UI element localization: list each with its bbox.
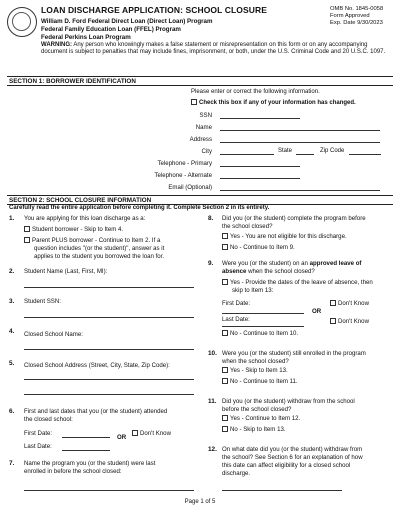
q1-number: 1. — [9, 215, 15, 222]
q9-dont-know-label-1: Don't Know — [338, 300, 369, 307]
q9-text — [222, 260, 392, 267]
q10-number: 10. — [208, 350, 217, 357]
q9-yes-label-1: Yes - Provide the dates of the leave of absence, then — [230, 279, 373, 286]
q3-number: 3. — [9, 298, 15, 305]
page-number: Page 1 of 5 — [184, 499, 216, 505]
expiration-date: Exp. Date 9/30/2023 — [330, 20, 383, 27]
q2-text: Student Name (Last, First, MI): — [24, 268, 108, 275]
q6-dont-know-label: Don't Know — [140, 430, 171, 437]
q7-number: 7. — [9, 460, 15, 467]
program-line-3: Federal Perkins Loan Program — [41, 34, 131, 41]
name-field[interactable] — [220, 130, 380, 131]
q9-yes-checkbox[interactable] — [222, 279, 228, 285]
q1-option-parent[interactable] — [24, 237, 160, 244]
q2-number: 2. — [9, 268, 15, 275]
q10-text-2: when the school closed? — [222, 358, 289, 365]
q7-field[interactable] — [24, 490, 194, 491]
section-2-instruction: Carefully read the entire application before completing it. Complete Section 2 in its entirety. — [9, 205, 270, 211]
q12-text-2: the school? See Section 6 for an explanation of how — [222, 454, 363, 461]
q6-text-1: First and last dates that you (or the student) attended — [24, 408, 168, 415]
ssn-label: SSN — [199, 112, 212, 119]
warning-label: WARNING: — [41, 42, 72, 48]
q9-dont-know-row-1[interactable] — [330, 300, 369, 307]
state-label: State — [278, 148, 293, 154]
q8-yes-checkbox[interactable] — [222, 233, 228, 239]
q4-number: 4. — [9, 328, 15, 335]
q10-yes-checkbox[interactable] — [222, 367, 228, 373]
q11-text-1: Did you (or the student) withdraw from the school — [222, 398, 355, 405]
q9-last-label: Last Date: — [222, 316, 250, 323]
q8-text-2: the school closed? — [222, 223, 273, 230]
q11-yes-row[interactable] — [222, 415, 300, 422]
q2-field[interactable] — [24, 287, 194, 288]
q8-yes-label: Yes - You are not eligible for this discharge. — [230, 233, 347, 240]
state-field[interactable] — [296, 154, 314, 155]
q4-text: Closed School Name: — [24, 331, 83, 338]
q1-text: You are applying for this loan discharge as a: — [24, 215, 146, 222]
q10-text-1: Were you (or the student) still enrolled in the program — [222, 350, 366, 357]
name-label: Name — [195, 124, 212, 131]
q10-yes-label: Yes - Skip to Item 13. — [230, 367, 288, 374]
q10-no-row[interactable] — [222, 378, 298, 385]
q6-dont-know-row[interactable] — [132, 430, 171, 437]
q1-option-student[interactable] — [24, 226, 123, 233]
omb-info — [330, 6, 383, 28]
q9-no-checkbox[interactable] — [222, 330, 228, 336]
q11-yes-checkbox[interactable] — [222, 415, 228, 421]
q1-parent-label-1: Parent PLUS borrower - Continue to Item 2. If a — [32, 237, 161, 244]
q10-no-label: No - Continue to Item 11. — [230, 378, 298, 385]
form-approved: Form Approved — [330, 13, 370, 20]
section-2-header: SECTION 2: SCHOOL CLOSURE INFORMATION — [7, 195, 393, 205]
q5-field-2[interactable] — [24, 394, 194, 395]
address-field[interactable] — [220, 142, 380, 143]
q1-student-checkbox[interactable] — [24, 226, 30, 232]
q8-yes-row[interactable] — [222, 233, 347, 240]
info-changed-checkbox[interactable] — [191, 99, 197, 105]
q9-text-line-2 — [222, 268, 315, 275]
q10-yes-row[interactable] — [222, 367, 288, 374]
q6-dont-know-checkbox[interactable] — [132, 430, 138, 436]
q9-last-date-field[interactable] — [222, 326, 304, 327]
tel-alternate-field[interactable] — [220, 178, 300, 179]
q11-text-2: before the school closed? — [222, 406, 292, 413]
q12-field[interactable] — [222, 490, 342, 491]
q9-no-label: No - Continue to Item 10. — [230, 330, 299, 337]
address-label: Address — [189, 136, 212, 143]
omb-number: OMB No. 1845-0058 — [330, 6, 384, 12]
q7-text-1: Name the program you (or the student) were last — [24, 460, 156, 467]
tel-primary-field[interactable] — [220, 166, 300, 167]
q6-or: OR — [117, 434, 127, 441]
department-seal — [7, 7, 37, 37]
program-line-1: William D. Ford Federal Direct Loan (Direct Loan) Program — [41, 18, 213, 25]
zip-label: Zip Code — [320, 148, 345, 154]
city-field[interactable] — [220, 154, 274, 155]
q1-parent-label-2: question includes "(or the student)", answer as it — [34, 245, 165, 252]
q9-dont-know-checkbox-1[interactable] — [330, 300, 336, 306]
q9-first-label: First Date: — [222, 300, 251, 307]
q12-number: 12. — [208, 446, 217, 453]
q9-or: OR — [312, 308, 322, 315]
q8-no-checkbox[interactable] — [222, 244, 228, 250]
q9-no-row[interactable] — [222, 330, 298, 337]
q6-last-date-field[interactable] — [62, 450, 110, 451]
q4-field[interactable] — [24, 349, 194, 350]
zip-field[interactable] — [349, 154, 381, 155]
q6-text-2: the closed school: — [24, 416, 73, 423]
q9-first-date-field[interactable] — [222, 313, 304, 314]
program-line-2: Federal Family Education Loan (FFEL) Program — [41, 26, 181, 33]
email-field[interactable] — [220, 190, 380, 191]
q3-text: Student SSN: — [24, 298, 61, 305]
q9-text-post: when the school closed? — [246, 268, 315, 275]
email-label: Email (Optional) — [168, 184, 212, 191]
q8-number: 8. — [208, 215, 214, 222]
q11-yes-label: Yes - Continue to Item 12. — [230, 415, 301, 422]
q9-dont-know-label-2: Don't Know — [338, 318, 369, 325]
q12-text-4: discharge. — [222, 470, 251, 477]
q5-text: Closed School Address (Street, City, State, Zip Code): — [24, 362, 170, 369]
info-changed-label: Check this box if any of your information has changed. — [199, 100, 356, 106]
q6-first-date-field[interactable] — [62, 437, 110, 438]
warning-body: Any person who knowingly makes a false statement or misrepresentation on this form or on any accompanying document is subject to penalties that may include fines, imprisonment, or both, under the U.S. Criminal Code and 20 U.S.C. 1097. — [41, 42, 386, 56]
q9-text-bold: approved leave of — [309, 260, 362, 267]
q6-last-label: Last Date: — [24, 443, 52, 450]
ssn-field[interactable] — [220, 118, 300, 119]
q12-text-1: On what date did you (or the student) withdraw from — [222, 446, 363, 453]
q5-field-1[interactable] — [24, 379, 194, 380]
q11-no-checkbox[interactable] — [222, 426, 228, 432]
q11-number: 11. — [208, 398, 217, 405]
q1-parent-checkbox[interactable] — [24, 237, 30, 243]
q9-dont-know-row-2[interactable] — [330, 318, 369, 325]
q9-number: 9. — [208, 260, 214, 267]
q9-yes-row[interactable] — [222, 279, 373, 286]
q8-no-row[interactable] — [222, 244, 295, 251]
q8-text-1: Did you (or the student) complete the program before — [222, 215, 366, 222]
section-1-instruction: Please enter or correct the following information. — [191, 89, 320, 95]
info-changed-checkbox-row[interactable] — [191, 99, 356, 107]
q12-text-3: this date can affect eligibility for a closed school — [222, 462, 351, 469]
q5-number: 5. — [9, 360, 15, 367]
q11-no-row[interactable] — [222, 426, 286, 433]
warning-text — [41, 42, 393, 57]
q6-number: 6. — [9, 408, 15, 415]
q1-parent-label-3: applies to the student you borrowed the loan for. — [34, 253, 165, 260]
q1-student-label: Student borrower - Skip to Item 4. — [32, 226, 124, 233]
q3-field[interactable] — [24, 317, 194, 318]
q9-text-bold-2: absence — [222, 268, 247, 275]
form-title: LOAN DISCHARGE APPLICATION: SCHOOL CLOSURE — [41, 5, 267, 15]
q7-text-2: enrolled in before the school closed: — [24, 468, 122, 475]
q10-no-checkbox[interactable] — [222, 378, 228, 384]
city-label: City — [201, 148, 212, 155]
q11-no-label: No - Skip to Item 13. — [230, 426, 286, 433]
section-1-header: SECTION 1: BORROWER IDENTIFICATION — [7, 76, 393, 86]
tel-alternate-label: Telephone - Alternate — [154, 172, 212, 179]
q8-no-label: No - Continue to Item 9. — [230, 244, 295, 251]
q9-yes-label-2: skip to Item 13: — [232, 287, 274, 294]
q9-dont-know-checkbox-2[interactable] — [330, 318, 336, 324]
q6-first-label: First Date: — [24, 430, 53, 437]
q9-text-pre: Were you (or the student) on an — [222, 260, 310, 267]
tel-primary-label: Telephone - Primary — [157, 160, 212, 167]
